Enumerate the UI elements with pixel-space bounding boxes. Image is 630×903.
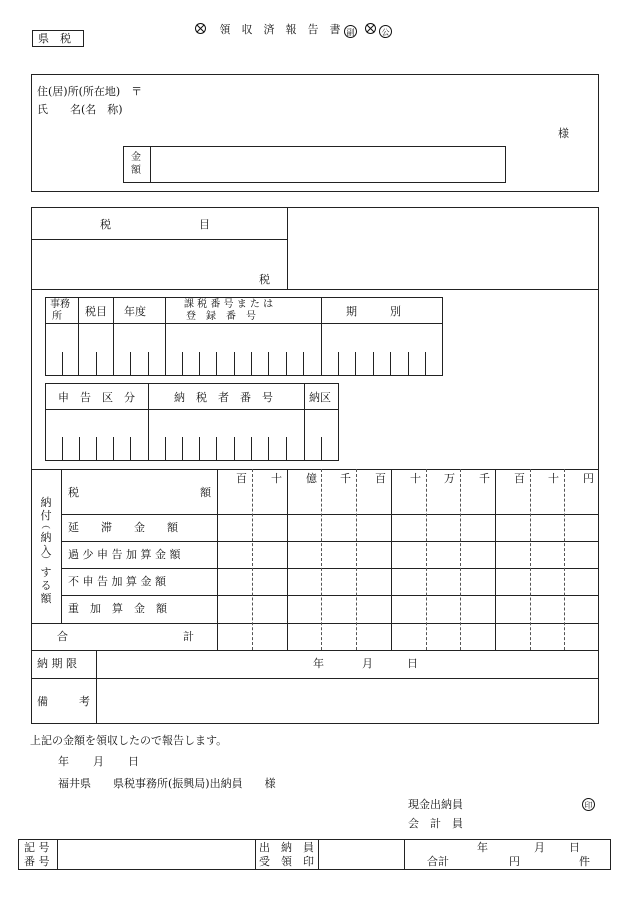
report-title	[195, 23, 392, 38]
digit-label: 千	[479, 472, 490, 485]
honorific-label: 様	[558, 127, 569, 140]
cross-circle-icon	[195, 23, 206, 34]
digit-label: 千	[340, 472, 351, 485]
report-addressee: 福井県 県税事務所(振興局)出納員 様	[58, 777, 276, 790]
name-label: 氏 名(名 称)	[37, 103, 123, 116]
under-declaration-penalty-label: 過 少 申 告 加 算 金 額	[68, 548, 181, 561]
digit-label: 百	[514, 472, 525, 485]
tax-amount-label-suffix: 額	[200, 486, 211, 499]
amount-label-top: 金	[131, 152, 141, 163]
digit-label: 円	[583, 472, 594, 485]
title-text: 領 収 済 報 告 書	[219, 23, 341, 36]
office-label-top: 事務	[50, 299, 70, 310]
digit-label: 億	[306, 472, 317, 485]
period-label: 期 別	[346, 305, 401, 318]
office-label-bottom: 所	[52, 311, 62, 322]
report-year: 年	[58, 755, 69, 768]
address-label: 住(居)所(所在地) 〒	[37, 85, 143, 98]
public-mark-badge: 公	[379, 25, 392, 38]
tax-item-header: 税 目	[100, 218, 210, 231]
digit-label: 百	[375, 472, 386, 485]
report-day: 日	[128, 755, 139, 768]
deadline-year: 年	[313, 657, 324, 670]
deadline-month: 月	[362, 657, 373, 670]
payment-amount-section-label: 納 付 ︵ 納 入 ︶ す る 額	[40, 496, 52, 605]
late-fee-label: 延 滞 金 額	[68, 521, 178, 534]
footer-year: 年	[477, 841, 488, 854]
footer-month: 月	[534, 841, 545, 854]
tax-amount-label: 税	[68, 486, 79, 499]
total-label-suffix: 計	[183, 630, 194, 643]
fiscal-year-label: 年度	[124, 305, 146, 318]
digit-label: 十	[548, 472, 559, 485]
amount-box	[123, 146, 506, 183]
seal-icon: 印	[582, 798, 595, 811]
digit-label: 万	[444, 472, 455, 485]
digit-label: 百	[236, 472, 247, 485]
clerk-label-top: 出 納 員	[259, 841, 314, 854]
taxpayer-number-label: 納 税 者 番 号	[174, 391, 273, 404]
report-statement: 上記の金額を領収したので報告します。	[30, 734, 228, 747]
tax-item-suffix: 税	[259, 273, 270, 286]
record-number-label-top: 記 号	[24, 841, 50, 854]
non-declaration-penalty-label: 不 申 告 加 算 金 額	[68, 575, 166, 588]
seal-mark	[582, 797, 595, 811]
payment-area-label: 納区	[309, 391, 331, 404]
footer-total-label: 合計	[427, 855, 449, 868]
tax-item-code-label: 税目	[85, 305, 107, 318]
declaration-category-label: 申 告 区 分	[58, 391, 135, 404]
footer-count-label: 件	[579, 855, 590, 868]
heavy-penalty-label: 重 加 算 金 額	[68, 602, 167, 615]
clerk-label-bottom: 受 領 印	[259, 855, 314, 868]
amount-label-bottom: 額	[131, 165, 141, 176]
copy-mark-badge: 副	[344, 25, 357, 38]
footer-yen-label: 円	[509, 855, 520, 868]
tax-type-label: 県 税	[38, 32, 71, 45]
report-month: 月	[93, 755, 104, 768]
tax-number-label-bottom: 登 録 番 号	[186, 311, 256, 322]
digit-label: 十	[271, 472, 282, 485]
main-table	[31, 207, 599, 724]
footer-day: 日	[569, 841, 580, 854]
remarks-label-suffix: 考	[79, 695, 90, 708]
remarks-label: 備	[37, 695, 48, 708]
deadline-day: 日	[407, 657, 418, 670]
deadline-label: 納 期 限	[37, 657, 77, 670]
accountant-label: 会 計 員	[408, 817, 463, 830]
tax-number-label-top: 課 税 番 号 ま た は	[184, 299, 274, 310]
cross-circle-icon	[365, 23, 376, 34]
digit-label: 十	[410, 472, 421, 485]
cashier-label: 現金出納員	[408, 798, 463, 811]
record-number-label-bottom: 番 号	[24, 855, 50, 868]
total-label: 合	[57, 630, 68, 643]
